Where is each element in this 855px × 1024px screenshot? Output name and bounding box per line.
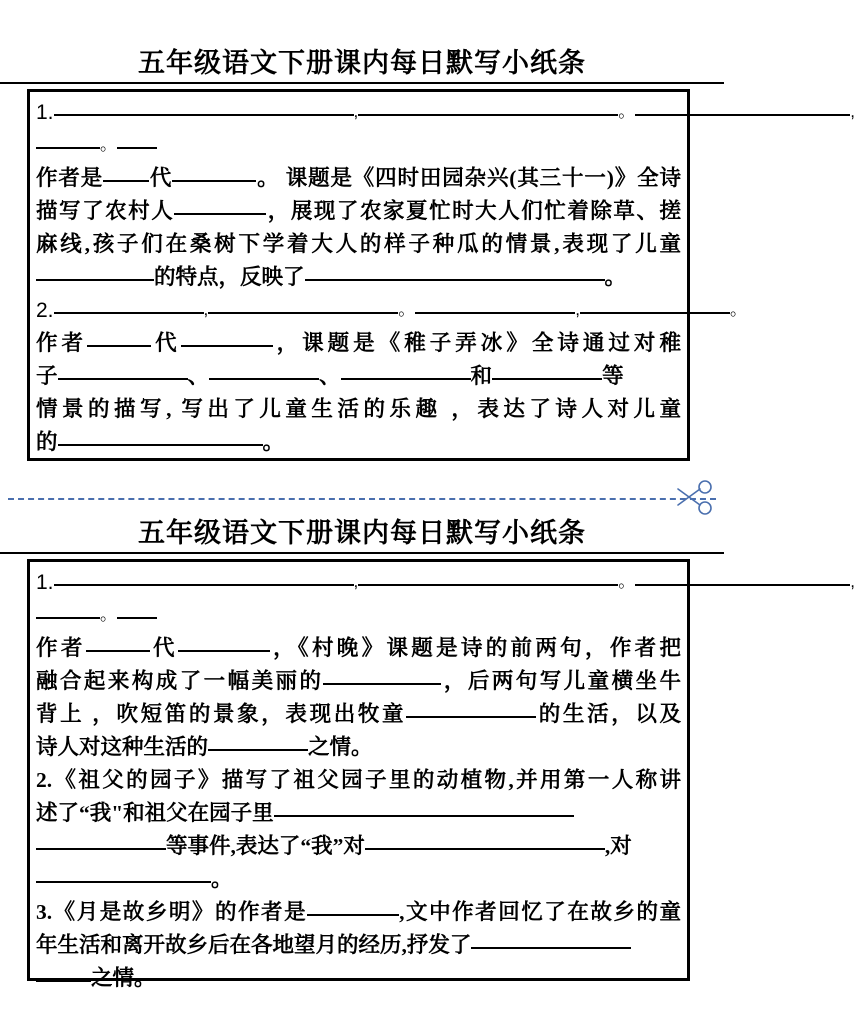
worksheet-section-2	[0, 516, 855, 990]
blank-field[interactable]	[36, 830, 166, 850]
page-title-2: 五年级语文下册课内每日默写小纸条	[138, 518, 586, 548]
punctuation-comma: ,	[850, 102, 855, 121]
s2-question-3-body-line-1	[36, 896, 681, 929]
blank-field[interactable]	[208, 294, 398, 314]
static-text: ，《村晚》课题是诗的前两句，作者把	[269, 636, 681, 660]
s2-question-1-poem-line-2	[36, 599, 681, 632]
static-text: 诗人对这种生活的	[36, 735, 209, 759]
blank-field[interactable]	[117, 599, 157, 619]
question-2-body-line-3: 情景的描写, 写出了儿童生活的乐趣 ，表达了诗人对儿童	[36, 397, 681, 421]
dashed-cut-line	[8, 498, 716, 500]
blank-field[interactable]	[103, 162, 149, 182]
static-text: 融合起来构成了一幅美丽的	[36, 669, 324, 693]
static-text: 之情。	[91, 966, 156, 990]
static-text: 之情。	[308, 735, 373, 759]
question-1-body-line-1	[36, 162, 681, 195]
static-text: 、	[187, 364, 210, 388]
blank-field[interactable]	[415, 294, 575, 314]
blank-field[interactable]	[323, 665, 441, 685]
s2-question-3-body-line-3	[36, 962, 681, 995]
static-text: 等	[602, 364, 624, 388]
title-rule	[0, 82, 724, 84]
static-text: ,对	[604, 834, 632, 858]
blank-field[interactable]	[117, 129, 157, 149]
punctuation-comma: ,	[353, 572, 359, 591]
static-text: 。	[211, 867, 233, 891]
static-text: 作者	[36, 331, 88, 355]
blank-field[interactable]	[307, 896, 399, 916]
static-text: 代	[149, 636, 178, 660]
s2-question-2-body-line-1: 2.《祖父的园子》描写了祖父园子里的动植物,并用第一人称讲	[36, 768, 681, 792]
blank-field[interactable]	[305, 261, 605, 281]
blank-field[interactable]	[181, 327, 273, 347]
punctuation-period: 。	[618, 572, 636, 591]
static-text: 作者是	[36, 166, 104, 190]
blank-field[interactable]	[492, 360, 602, 380]
question-1-poem-line-2	[36, 129, 681, 162]
blank-field[interactable]	[54, 566, 354, 586]
s2-question-1-body-line-4	[36, 731, 681, 764]
punctuation-period: 。	[729, 300, 747, 319]
static-text: 的特点，反映了	[154, 265, 305, 289]
blank-field[interactable]	[86, 632, 150, 652]
punctuation-period: 。	[398, 300, 416, 319]
punctuation-comma: ,	[203, 300, 209, 319]
static-text: 的	[36, 430, 58, 454]
question-2-poem-line-1	[36, 294, 747, 327]
question-number: 1.	[36, 571, 54, 594]
blank-field[interactable]	[178, 632, 270, 652]
blank-field[interactable]	[635, 96, 850, 116]
s2-question-2-body-line-2	[36, 797, 681, 830]
question-number: 1.	[36, 101, 54, 124]
static-text: ，展现了农家夏忙时大人们忙着除草、搓	[266, 199, 681, 223]
blank-field[interactable]	[209, 360, 319, 380]
question-1-body-line-3: 麻线,孩子们在桑树下学着大人的样子种瓜的情景,表现了儿童	[36, 232, 681, 256]
blank-field[interactable]	[358, 566, 618, 586]
static-text: 年生活和离开故乡后在各地望月的经历,抒发了	[36, 933, 472, 957]
question-number: 2.	[36, 299, 54, 322]
blank-field[interactable]	[172, 162, 256, 182]
question-2-body-line-1	[36, 327, 681, 360]
s2-question-1-body-line-1	[36, 632, 681, 665]
question-1-body-line-4	[36, 261, 681, 294]
blank-field[interactable]	[36, 129, 100, 149]
static-text: 3.《月是故乡明》的作者是	[36, 900, 308, 924]
s2-question-3-body-line-2	[36, 929, 681, 962]
blank-field[interactable]	[341, 360, 471, 380]
static-text: 、	[319, 364, 341, 388]
static-text: 。	[604, 265, 627, 289]
blank-field[interactable]	[58, 360, 188, 380]
title-rule-2	[0, 552, 724, 554]
static-text: ，课题是《稚子弄冰》全诗通过对稚	[272, 331, 681, 355]
page-title: 五年级语文下册课内每日默写小纸条	[138, 48, 586, 78]
static-text: 述了“我"和祖父在园子里	[36, 801, 274, 825]
answer-box-1	[27, 89, 855, 461]
blank-field[interactable]	[174, 195, 266, 215]
blank-field[interactable]	[36, 962, 91, 982]
static-text: 描写了农村人	[36, 199, 175, 223]
blank-field[interactable]	[36, 599, 100, 619]
blank-field[interactable]	[208, 731, 308, 751]
s2-question-1-poem-line-1	[36, 566, 855, 599]
worksheet-section-1	[0, 46, 855, 461]
static-text: 和	[470, 364, 493, 388]
punctuation-comma: ,	[353, 102, 359, 121]
static-text: 作者	[36, 636, 86, 660]
static-text: 。 课题是《四时田园杂兴(其三十一)》全诗	[256, 166, 681, 190]
static-text: 背上 ，吹短笛的景象，表现出牧童	[36, 702, 407, 726]
blank-field[interactable]	[635, 566, 850, 586]
blank-field[interactable]	[54, 294, 204, 314]
static-text: 等事件,表达了“我”对	[166, 834, 365, 858]
static-text: ，后两句写儿童横坐牛	[441, 669, 681, 693]
punctuation-period: 。	[618, 102, 636, 121]
static-text: ,文中作者回忆了在故乡的童	[399, 900, 681, 924]
static-text: 代	[151, 331, 181, 355]
question-2-body-line-2	[36, 360, 681, 393]
static-text: 的生活，以及	[536, 702, 681, 726]
blank-field[interactable]	[58, 426, 263, 446]
blank-field[interactable]	[36, 261, 154, 281]
static-text: 代	[149, 166, 173, 190]
blank-field[interactable]	[471, 929, 631, 949]
static-text: 。	[262, 430, 285, 454]
blank-field[interactable]	[580, 294, 730, 314]
blank-field[interactable]	[406, 698, 536, 718]
punctuation-comma: ,	[850, 572, 855, 591]
blank-field[interactable]	[36, 863, 211, 883]
punctuation-comma: ,	[575, 300, 580, 319]
s2-question-1-body-line-3	[36, 698, 681, 731]
answer-box-2	[27, 559, 855, 990]
question-2-body-line-4	[36, 426, 681, 459]
punctuation-period: 。	[100, 605, 117, 624]
blank-field[interactable]	[54, 96, 354, 116]
blank-field[interactable]	[274, 797, 574, 817]
blank-field[interactable]	[358, 96, 618, 116]
static-text: 子	[36, 364, 58, 388]
punctuation-period: 。	[100, 135, 117, 154]
blank-field[interactable]	[365, 830, 605, 850]
question-1-poem-line-1	[36, 96, 855, 129]
s2-question-1-body-line-2	[36, 665, 681, 698]
question-1-body-line-2	[36, 195, 681, 228]
s2-question-2-body-line-4	[36, 863, 681, 896]
blank-field[interactable]	[87, 327, 151, 347]
s2-question-2-body-line-3	[36, 830, 681, 863]
